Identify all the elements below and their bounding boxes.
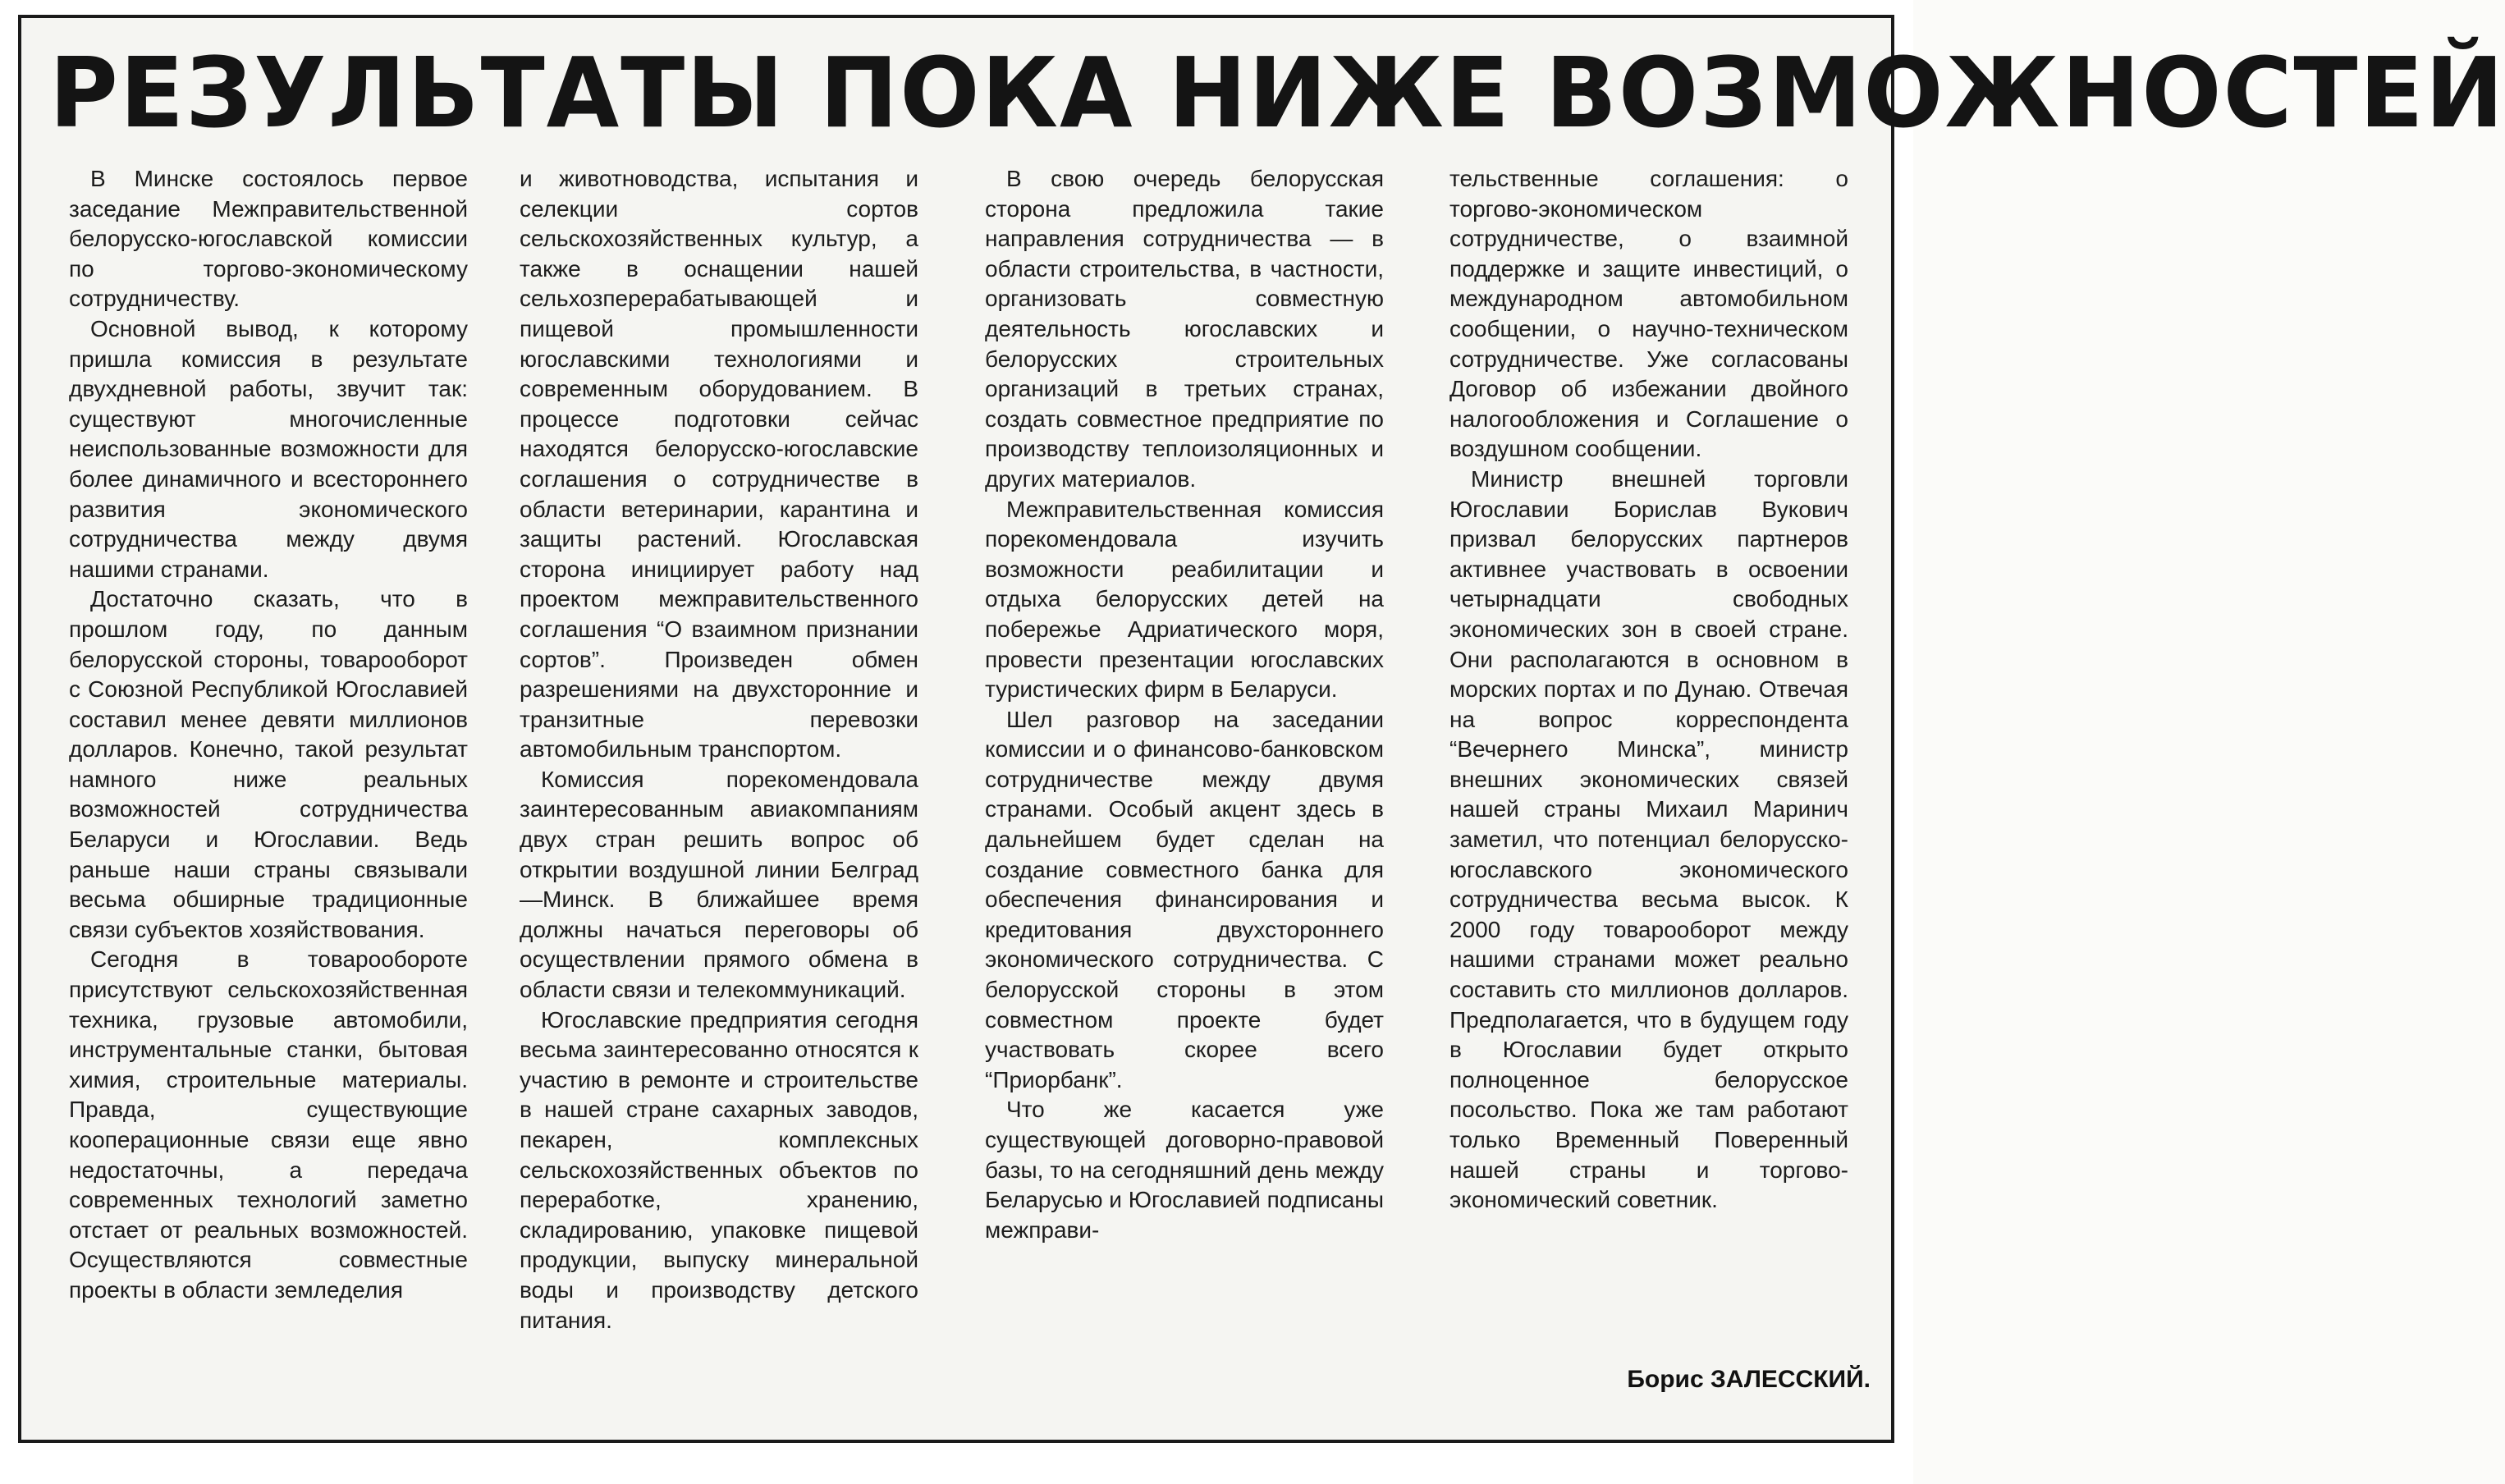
paragraph: тельственные соглашения: о торгово-экономическом сотрудничестве, о взаимной поддержке и защите инвестиций, о международном автомобильном сообщении, о научно-техническом сотрудничестве. Уже согласованы Договор об избежании двойного налогообложения и Соглашение о воздушном сообщении. — [1449, 166, 1848, 462]
paragraph: Шел разговор на заседании комиссии и о финансово-банковском сотрудничестве между двумя странами. Особый акцент здесь в дальнейшем будет сделан на создание совместного банка для обеспечения финансирования и кредитования двухстороннего экономического сотрудничества. С белорусской стороны в этом совместном проекте будет участвовать скорее всего “Приорбанк”. — [985, 706, 1384, 1092]
paragraph: и животноводства, испытания и селекции сортов сельскохозяйственных культур, а также в оснащении нашей сельхозперерабатывающей и пищевой промышленности югославскими технологиями и современным оборудованием. В процессе подготовки сейчас находятся белорусско-югославские соглашения о сотрудничестве в области ветеринарии, карантина и защиты растений. Югославская сторона инициирует работу над проектом межправительственного соглашения “О взаимном признании сортов”. Произведен обмен разрешениями на двухсторонние и транзитные перевозки автомобильным транспортом. — [520, 166, 918, 763]
article-column-3 — [985, 164, 1384, 1379]
article-column-4 — [1449, 164, 1848, 1379]
author-signature: Борис ЗАЛЕССКИЙ. — [1627, 1366, 1871, 1393]
paragraph: Комиссия порекомендовала заинтересованным авиакомпаниям двух стран решить вопрос об открытии воздушной линии Белград—Минск. В ближайшее время должны начаться переговоры об осуществлении прямого обмена в области связи и телекоммуникаций. — [520, 766, 918, 1003]
paragraph: В Минске состоялось первое заседание Межправительственной белорусско-югославской комиссии по торгово-экономическому сотрудничеству. — [69, 166, 468, 312]
paragraph: Основной вывод, к которому пришла комиссия в результате двухдневной работы, звучит так: существуют многочисленные неиспользованные возможности для более динамичного и всестороннего развития экономического сотрудничества между двумя нашими странами. — [69, 315, 468, 582]
article-headline-text: РЕЗУЛЬТАТЫ ПОКА НИЖЕ ВОЗМОЖНОСТЕЙ — [49, 36, 2505, 149]
article-column-2 — [520, 164, 918, 1379]
paragraph: Югославские предприятия сегодня весьма заинтересованно относятся к участию в ремонте и строительстве в нашей стране сахарных заводов, пекарен, комплексных сельскохозяйственных объектов по переработке, хранению, складированию, упаковке пищевой продукции, выпуску минеральной воды и производству детского питания. — [520, 1006, 918, 1333]
article-headline — [49, 36, 2505, 149]
paragraph: Достаточно сказать, что в прошлом году, по данным белорусской стороны, товарооборот с Союзной Республикой Югославией составил менее девяти миллионов долларов. Конечно, такой результат намного ниже реальных возможностей сотрудничества Беларуси и Югославии. Ведь раньше наши страны связывали весьма обширные традиционные связи субъектов хозяйствования. — [69, 586, 468, 942]
article-body — [69, 164, 1858, 1387]
paragraph: Межправительственная комиссия порекомендовала изучить возможности реабилитации и отдыха белорусских детей на побережье Адриатического моря, провести презентации югославских туристических фирм в Беларуси. — [985, 496, 1384, 703]
paragraph: Что же касается уже существующей договорно-правовой базы, то на сегодняшний день между Беларусью и Югославией подписаны межправи- — [985, 1097, 1384, 1243]
paragraph: Министр внешней торговли Югославии Борислав Вукович призвал белорусских партнеров активнее участвовать в освоении четырнадцати свободных экономических зон в своей стране. Они располагаются в основном в морских портах и по Дунаю. Отвечая на вопрос корреспондента “Вечернего Минска”, министр внешних экономических связей нашей страны Михаил Маринич заметил, что потенциал белорусско-югославского экономического сотрудничества весьма высок. К 2000 году товарооборот между нашими странами может реально составить сто миллионов долларов. Предполагается, что в будущем году в Югославии будет открыто полноценное белорусское посольство. Пока же там работают только Временный Поверенный нашей страны и торгово-экономический советник. — [1449, 465, 1848, 1213]
paragraph: В свою очередь белорусская сторона предложила такие направления сотрудничества — в области строительства, в частности, организовать совместную деятельность югославских и белорусских строительных организаций в третьих странах, создать совместное предприятие по производству теплоизоляционных и других материалов. — [985, 166, 1384, 492]
article-column-1 — [69, 164, 468, 1379]
paragraph: Сегодня в товарообороте присутствуют сельскохозяйственная техника, грузовые автомобили, инструментальные станки, бытовая химия, строительные материалы. Правда, существующие кооперационные связи еще явно недостаточны, а передача современных технологий заметно отстает от реальных возможностей. Осуществляются совместные проекты в области земледелия — [69, 946, 468, 1303]
